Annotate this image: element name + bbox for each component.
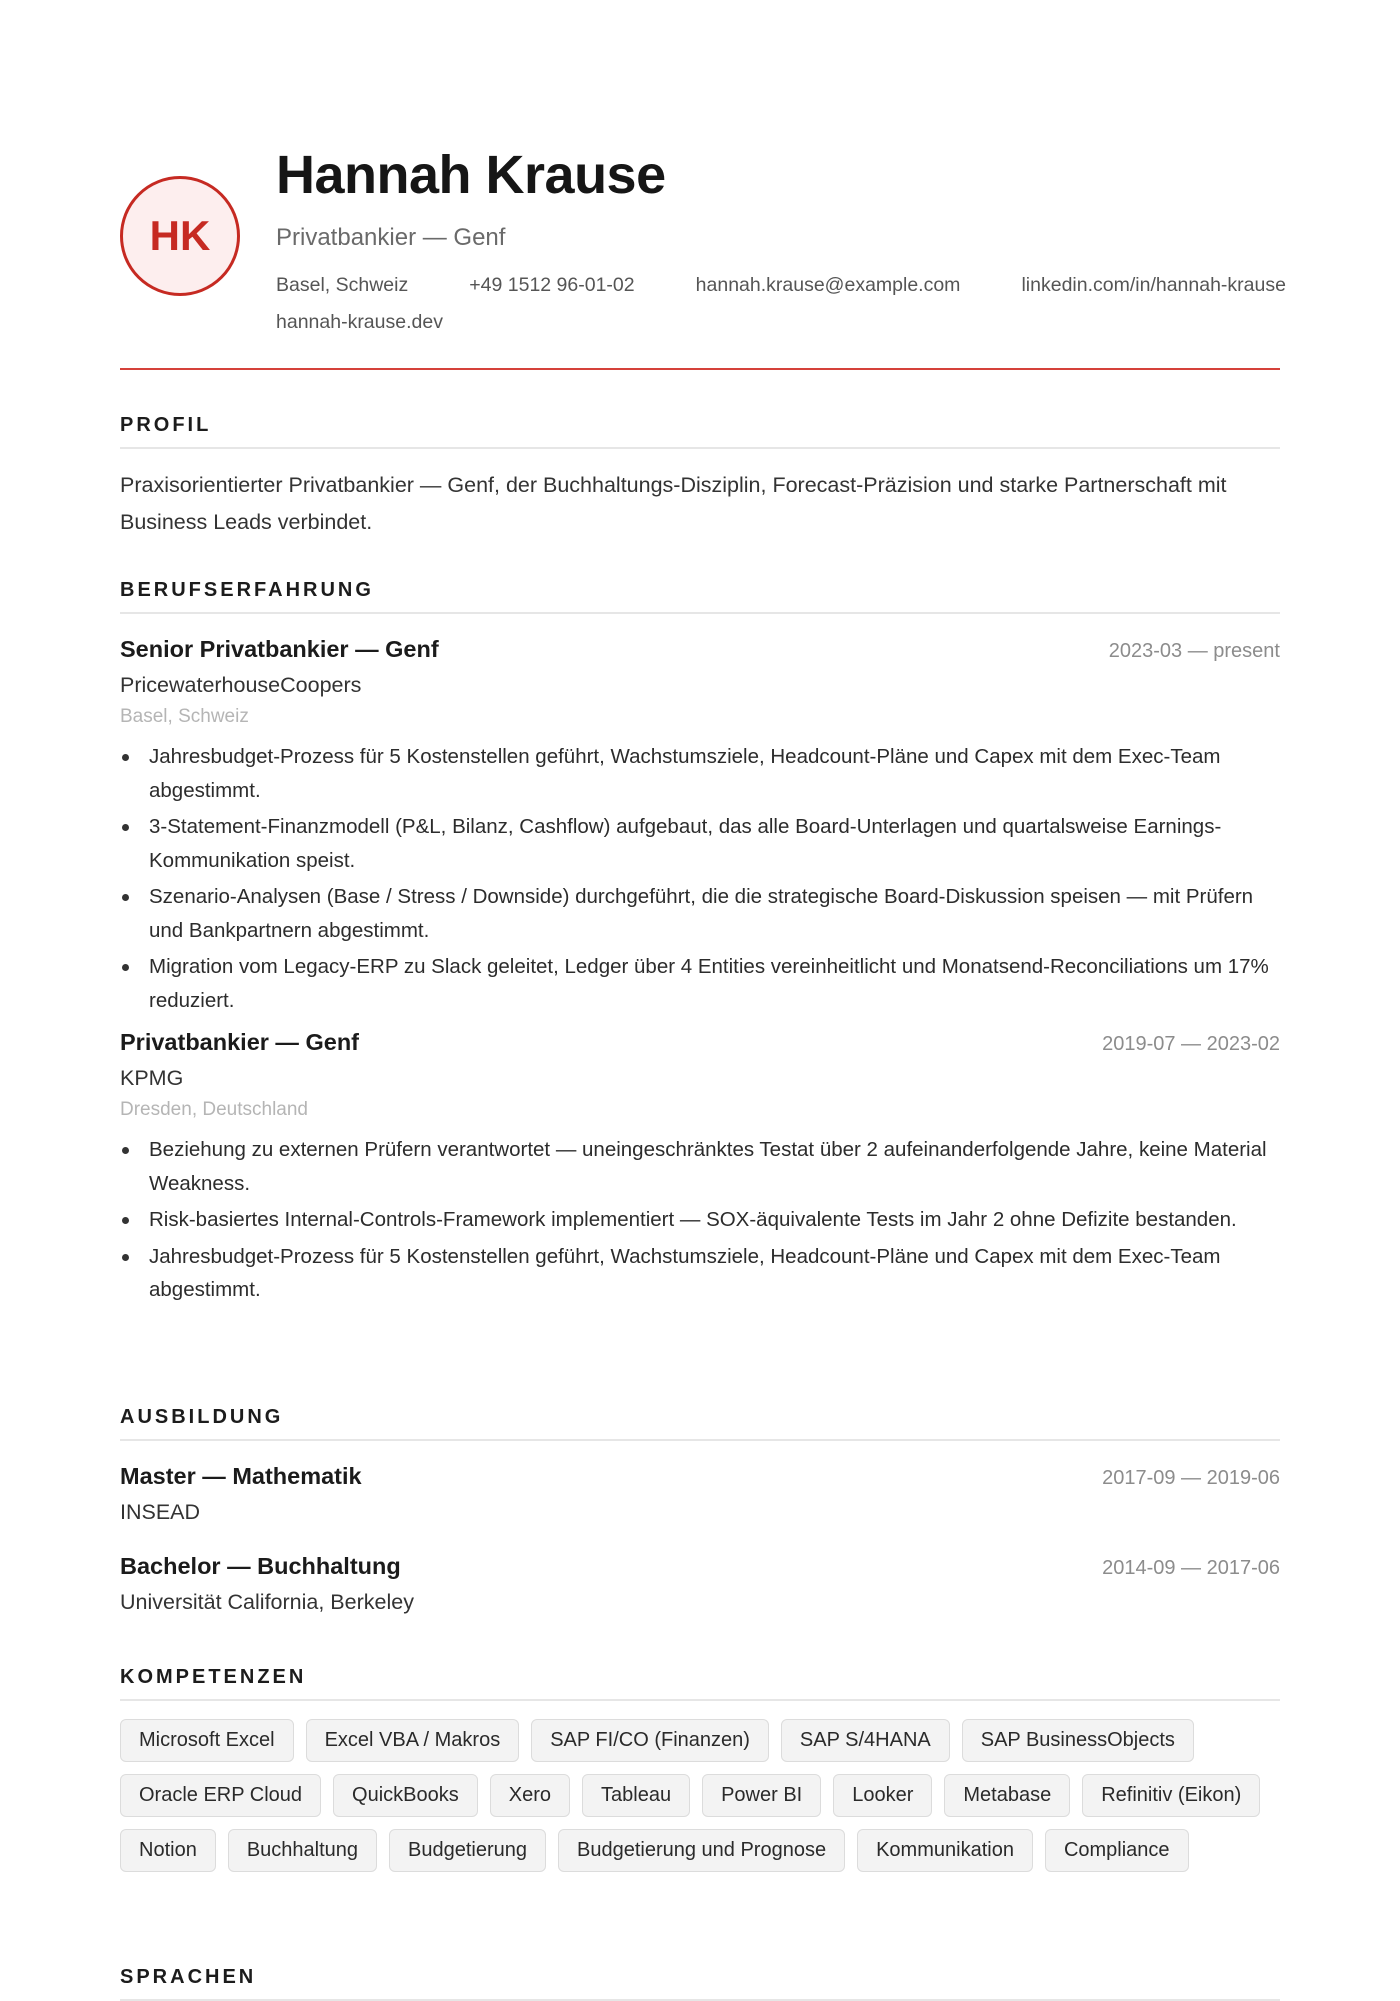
- section-title-experience: BERUFSERFAHRUNG: [120, 579, 1280, 614]
- section-education: [120, 1406, 1280, 1615]
- header-divider: [120, 368, 1280, 370]
- job-company: PricewaterhouseCoopers: [120, 673, 362, 697]
- job-bullets: [120, 740, 1280, 1017]
- skill-chip: SAP BusinessObjects: [962, 1719, 1194, 1762]
- contact-info: [276, 274, 1286, 334]
- skill-chip: Power BI: [702, 1774, 821, 1817]
- skill-chip: Oracle ERP Cloud: [120, 1774, 321, 1817]
- skill-chip: Microsoft Excel: [120, 1719, 294, 1762]
- section-title-profile: PROFIL: [120, 414, 1280, 449]
- skill-chip: SAP FI/CO (Finanzen): [531, 1719, 769, 1762]
- job-bullet: Risk-basiertes Internal-Controls-Framework implementiert — SOX-äquivalente Tests im Jahr 2 ohne Defizite bestanden.: [120, 1203, 1280, 1237]
- section-languages: [120, 1966, 1280, 2001]
- education-school: INSEAD: [120, 1500, 201, 1524]
- education-degree: Master — Mathematik: [120, 1463, 362, 1489]
- job-bullet: Migration vom Legacy-ERP zu Slack geleitet, Ledger über 4 Entities vereinheitlicht und Monatsend-Reconciliations um 17% reduziert.: [120, 950, 1280, 1017]
- section-title-education: AUSBILDUNG: [120, 1406, 1280, 1441]
- skill-chip: Tableau: [582, 1774, 690, 1817]
- candidate-name: Hannah Krause: [276, 145, 666, 205]
- job-location: Basel, Schweiz: [120, 706, 249, 727]
- job-date: 2019-07 — 2023-02: [1102, 1033, 1280, 1055]
- avatar: [120, 176, 240, 296]
- skill-chip: Metabase: [944, 1774, 1070, 1817]
- skill-chip: Notion: [120, 1829, 216, 1872]
- job-bullet: Jahresbudget-Prozess für 5 Kostenstellen geführt, Wachstumsziele, Headcount-Pläne und Capex mit dem Exec-Team abgestimmt.: [120, 1240, 1280, 1307]
- job-location: Dresden, Deutschland: [120, 1099, 308, 1120]
- education-degree: Bachelor — Buchhaltung: [120, 1553, 401, 1579]
- contact-website[interactable]: hannah-krause.dev: [276, 311, 443, 333]
- skill-chip: Looker: [833, 1774, 932, 1817]
- job-bullets: [120, 1133, 1280, 1307]
- section-title-skills: KOMPETENZEN: [120, 1666, 1280, 1701]
- education-date: 2017-09 — 2019-06: [1102, 1467, 1280, 1489]
- skill-chip: Budgetierung und Prognose: [558, 1829, 845, 1872]
- job-company: KPMG: [120, 1066, 184, 1090]
- job-date: 2023-03 — present: [1108, 640, 1280, 662]
- skill-chip: Kommunikation: [857, 1829, 1033, 1872]
- education-date: 2014-09 — 2017-06: [1102, 1557, 1280, 1579]
- education-entry: [120, 1463, 1280, 1525]
- skill-chip: Excel VBA / Makros: [306, 1719, 520, 1762]
- section-profile: [120, 414, 1280, 541]
- skill-chip: SAP S/4HANA: [781, 1719, 950, 1762]
- skill-chip: QuickBooks: [333, 1774, 478, 1817]
- contact-linkedin[interactable]: linkedin.com/in/hannah-krause: [1021, 274, 1286, 296]
- job-title: Senior Privatbankier — Genf: [120, 636, 439, 662]
- education-entry: [120, 1553, 1280, 1615]
- contact-phone[interactable]: +49 1512 96-01-02: [469, 274, 635, 296]
- job-title: Privatbankier — Genf: [120, 1029, 359, 1055]
- skill-chip: Budgetierung: [389, 1829, 546, 1872]
- skill-chip: Refinitiv (Eikon): [1082, 1774, 1260, 1817]
- skills-list: [120, 1719, 1280, 1884]
- job-entry: [120, 636, 1280, 1017]
- job-bullet: Szenario-Analysen (Base / Stress / Downside) durchgeführt, die die strategische Board-Diskussion speisen — mit Prüfern und Bankpartnern abgestimmt.: [120, 880, 1280, 947]
- section-title-languages: SPRACHEN: [120, 1966, 1280, 2001]
- job-bullet: Beziehung zu externen Prüfern verantwortet — uneingeschränktes Testat über 2 aufeinanderfolgende Jahre, keine Material Weakness.: [120, 1133, 1280, 1200]
- avatar-initials: HK: [149, 212, 211, 259]
- skill-chip: Buchhaltung: [228, 1829, 377, 1872]
- skill-chip: Compliance: [1045, 1829, 1189, 1872]
- contact-email[interactable]: hannah.krause@example.com: [695, 274, 961, 296]
- job-bullet: Jahresbudget-Prozess für 5 Kostenstellen geführt, Wachstumsziele, Headcount-Pläne und Capex mit dem Exec-Team abgestimmt.: [120, 740, 1280, 807]
- profile-text: Praxisorientierter Privatbankier — Genf, der Buchhaltungs-Disziplin, Forecast-Präzision und starke Partnerschaft mit Business Leads verbindet.: [120, 473, 1227, 534]
- job-bullet: 3-Statement-Finanzmodell (P&L, Bilanz, Cashflow) aufgebaut, das alle Board-Unterlagen und quartalsweise Earnings-Kommunikation speist.: [120, 810, 1280, 877]
- job-entry: [120, 1029, 1280, 1307]
- candidate-subtitle: Privatbankier — Genf: [276, 224, 506, 251]
- contact-location: Basel, Schweiz: [276, 274, 409, 296]
- education-school: Universität California, Berkeley: [120, 1590, 414, 1614]
- section-skills: [120, 1666, 1280, 1884]
- skill-chip: Xero: [490, 1774, 570, 1817]
- section-experience: [120, 579, 1280, 1310]
